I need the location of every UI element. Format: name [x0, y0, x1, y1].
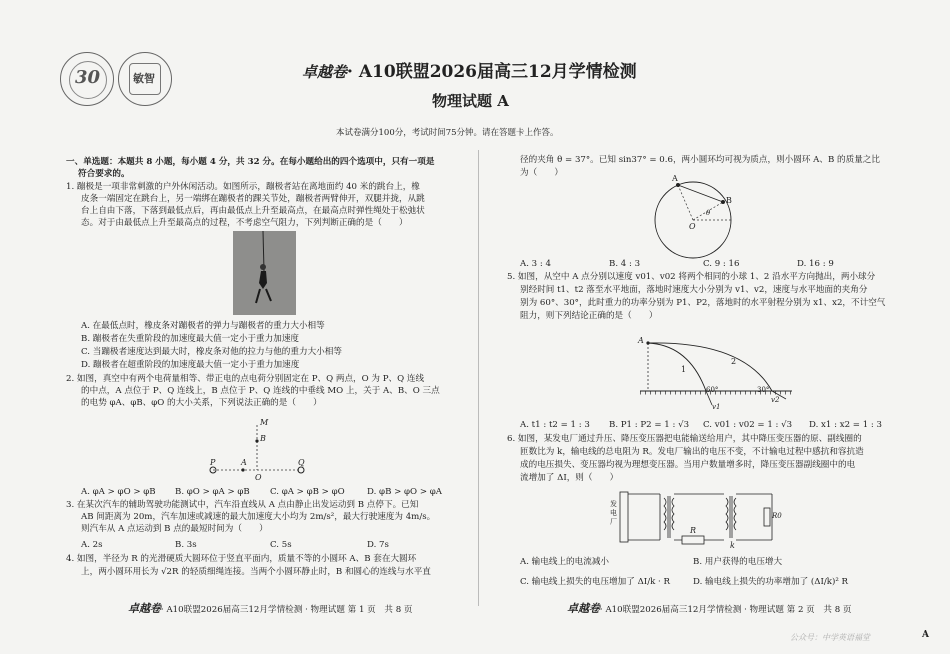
q6-label-r: R — [690, 526, 697, 535]
q2-line: 的电势 φA、φB、φO 的大小关系，下列说法正确的是（ ） — [81, 398, 322, 408]
q6-option-d: D. 输电线上损失的功率增加了 (ΔI/k)² R — [693, 577, 848, 587]
q5-option-b: B. P1 : P2 = 1 : √3 — [609, 420, 690, 430]
q4-option-b: B. 4 : 3 — [609, 259, 641, 269]
q6-line: 成的电压损失、变压器均视为理想变压器。当用户数量增多时，降压变压器副线圈中的电 — [520, 460, 856, 470]
q5-line: 别为 60°、30°，此时重力的功率分别为 P1、P2，落地时的水平射程分别为 x1、x2，不计空气 — [520, 298, 886, 308]
q1-line: 台上自由下落，下落到最低点后，再由最低点上升至最高点，在最高点时弹性绳处于松弛状 — [81, 206, 425, 216]
q2-label-o: O — [255, 473, 262, 482]
q1-option-c: C. 当蹦极者速度达到最大时，橡皮条对他的拉力与他的重力大小相等 — [81, 347, 342, 357]
version-letter: A — [922, 630, 929, 640]
q5-label-1: 1 — [681, 365, 687, 374]
q4-option-c: C. 9 : 16 — [703, 259, 740, 269]
school-seal-right — [118, 52, 172, 106]
q5-line: 5. 如图，从空中 A 点分别以速度 v01、v02 将两个相同的小球 1、2 沿水平方向抛出，两小球分 — [507, 272, 876, 282]
q2-option-c: C. φA > φB > φO — [270, 487, 345, 497]
q6-label-plant: 发电厂 — [610, 500, 617, 526]
q3-option-d: D. 7s — [367, 540, 389, 550]
q5-line: 阻力，则下列结论正确的是（ ） — [520, 311, 658, 321]
q2-figure — [205, 415, 317, 485]
q6-option-b: B. 用户获得的电压增大 — [693, 557, 783, 567]
q2-line: 的中点，A 点位于 P、Q 连线上，B 点位于 P、Q 连线的中垂线 MO 上，关于 A、B、O 三点 — [81, 386, 440, 396]
q5-label-a: A — [638, 336, 644, 345]
q2-line: 2. 如图，真空中有两个电荷量相等、带正电的点电荷分别固定在 P、Q 两点，O 为 P、Q 连线 — [66, 374, 425, 384]
q1-line: 1. 蹦极是一项非常刺激的户外休闲活动。如图所示，蹦极者站在离地面约 40 米的跳台上，橡 — [66, 182, 420, 192]
q2-label-a: A — [241, 458, 247, 467]
q2-label-m: M — [260, 418, 269, 427]
watermark: 公众号：中学英语福堂 — [790, 633, 870, 642]
column-divider — [478, 150, 479, 606]
q2-label-q: Q — [298, 458, 305, 467]
exam-note: 本试卷满分100分，考试时间75分钟。请在答题卡上作答。 — [336, 128, 559, 138]
q4-cont: 径的夹角 θ = 37°。已知 sin37° = 0.6，两小圆环均可视为质点，则小圆环 A、B 的质量之比 — [520, 155, 880, 165]
q6-option-c: C. 输电线上损失的电压增加了 ΔI/k · R — [520, 577, 670, 587]
q4-label-b: B — [726, 196, 732, 205]
q3-option-a: A. 2s — [81, 540, 103, 550]
q4-cont: 为（ ） — [520, 168, 563, 178]
subject-title: 物理试题 A — [432, 92, 509, 110]
q5-label-v2: v2 — [771, 396, 780, 404]
q3-line: AB 间距离为 20m，汽车加速或减速的最大加速度大小均为 2m/s²，最大行驶速度为 4m/s。 — [81, 512, 436, 522]
q2-label-b: B — [260, 434, 266, 443]
q5-label-30: 30° — [757, 386, 770, 394]
q2-label-p: P — [210, 458, 216, 467]
q5-line: 别经时间 t1、t2 落至水平地面，落地时速度大小分别为 v1、v2，速度与水平地面的夹角分 — [520, 285, 868, 295]
q3-line: 3. 在某次汽车的辅助驾驶功能测试中，汽车沿直线从 A 点由静止出发运动到 B 点停下。已知 — [66, 500, 419, 510]
brand-logo: 卓越卷 — [302, 63, 348, 81]
q6-label-r0: R0 — [772, 512, 782, 520]
q6-line: 匝数比为 k，输电线的总电阻为 R。发电厂输出的电压不变，不计输电过程中感抗和容抗造 — [520, 447, 864, 457]
footer-brand-left: 卓越卷 — [128, 602, 161, 615]
exam-title: 卓越卷· A10联盟2026届高三12月学情检测 — [302, 62, 637, 82]
bungee-photo — [233, 231, 296, 315]
q1-option-a: A. 在最低点时，橡皮条对蹦极者的弹力与蹦极者的重力大小相等 — [81, 321, 325, 331]
q6-line: 流增加了 ΔI，则（ ） — [520, 473, 619, 483]
q2-option-b: B. φO > φA > φB — [175, 487, 250, 497]
q6-label-k: k — [730, 541, 735, 550]
q5-label-2: 2 — [731, 357, 737, 366]
q3-option-b: B. 3s — [175, 540, 197, 550]
seal-left-text: 30 — [75, 67, 101, 88]
seal-right-text: 敏智 — [133, 72, 155, 85]
q5-option-a: A. t1 : t2 = 1 : 3 — [520, 420, 590, 430]
q6-option-a: A. 输电线上的电流减小 — [520, 557, 610, 567]
q1-line: 态。对于由最低点上升至最高点的过程，不考虑空气阻力，下列判断正确的是（ ） — [81, 218, 408, 228]
section-heading: 一、单选题：本题共 8 小题，每小题 4 分，共 32 分。在每小题给出的四个选项中，只有一项是 — [66, 157, 435, 167]
footer-right: 卓越卷· A10联盟2026届高三12月学情检测 · 物理试题 第 2 页 共 8 页 — [567, 602, 852, 615]
section-heading-2: 符合要求的。 — [78, 169, 130, 179]
footer-brand-right: 卓越卷 — [567, 602, 600, 615]
q3-option-c: C. 5s — [270, 540, 292, 550]
q1-line: 皮条一端固定在跳台上，另一端绑在蹦极者的踝关节处，蹦极者两臂伸开，双腿并拢，从跳 — [81, 194, 425, 204]
q3-line: 则汽车从 A 点运动到 B 点的最短时间为（ ） — [81, 524, 268, 534]
q4-label-a: A — [672, 174, 678, 183]
q4-label-o: O — [689, 222, 696, 231]
footer-left: 卓越卷· A10联盟2026届高三12月学情检测 · 物理试题 第 1 页 共 8 页 — [128, 602, 413, 615]
q4-label-theta: θ — [706, 209, 711, 217]
q2-option-a: A. φA > φO > φB — [81, 487, 156, 497]
q4-option-d: D. 16 : 9 — [797, 259, 834, 269]
q4-figure — [652, 174, 734, 260]
q5-option-d: D. x1 : x2 = 1 : 3 — [809, 420, 882, 430]
q6-figure — [612, 486, 782, 552]
q6-line: 6. 如图，某发电厂通过升压、降压变压器把电能输送给用户，其中降压变压器的原、副线圈的 — [507, 434, 862, 444]
q5-figure — [634, 335, 798, 415]
q4-option-a: A. 3 : 4 — [520, 259, 551, 269]
q4-line: 4. 如图，半径为 R 的光滑硬质大圆环位于竖直平面内，质量不等的小圆环 A、B 套在大圆环 — [66, 554, 417, 564]
q1-option-d: D. 蹦极者在超重阶段的加速度最大值一定小于重力加速度 — [81, 360, 300, 370]
q5-label-60: 60° — [706, 386, 719, 394]
q2-option-d: D. φB > φO > φA — [367, 487, 442, 497]
q5-option-c: C. v01 : v02 = 1 : √3 — [703, 420, 793, 430]
school-seal-left — [60, 52, 114, 106]
q1-option-b: B. 蹦极者在失重阶段的加速度最大值一定小于重力加速度 — [81, 334, 300, 344]
q5-label-v1: v1 — [712, 403, 721, 411]
q4-line: 上，两小圆环用长为 √2R 的轻质细绳连接。当两个小圆环静止时，B 和圆心的连线与水平直 — [81, 567, 431, 577]
